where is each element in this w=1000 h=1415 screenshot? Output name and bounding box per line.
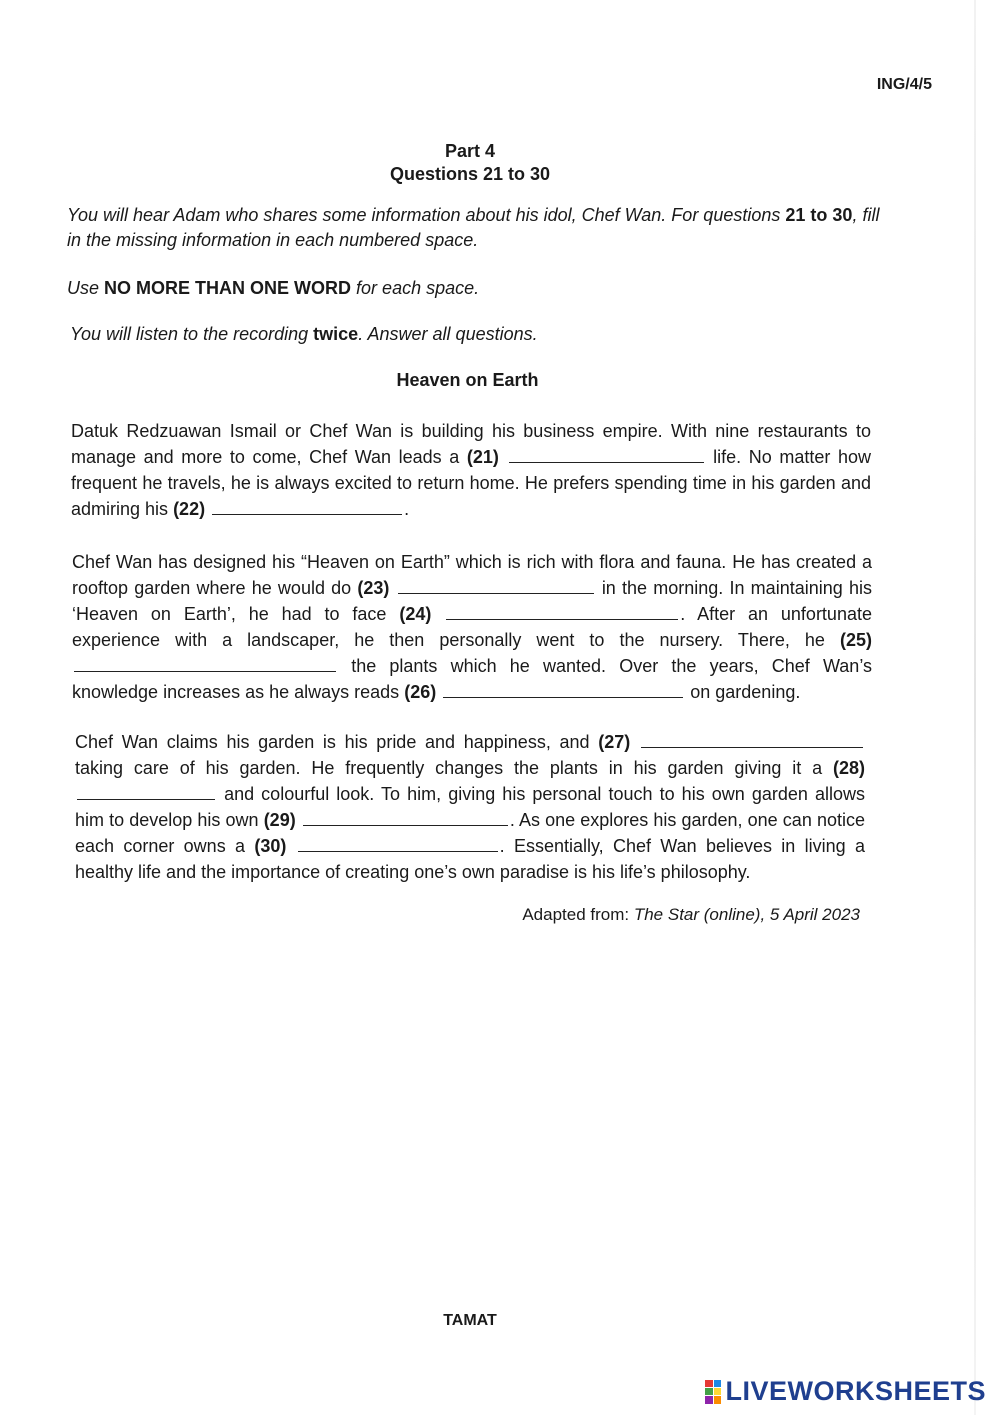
question-number-28: (28): [832, 758, 865, 778]
passage-text: . After an unfortunate experience with a landscaper, he then personally went to the nursery. There, he: [72, 604, 872, 650]
question-number-26: (26): [404, 682, 437, 702]
passage-text: the plants which he wanted. Over the years, Chef Wan’s knowledge increases as he always reads: [72, 656, 872, 702]
question-number-25: (25): [839, 630, 872, 650]
question-number-29: (29): [263, 810, 296, 830]
passage-text: Datuk Redzuawan Ismail or Chef Wan is building his business empire. With nine restaurants to manage and more to come, Chef Wan leads a: [71, 421, 871, 467]
instruction-text: You will listen to the recording: [70, 324, 309, 344]
answer-blank-25[interactable]: [74, 653, 336, 672]
answer-blank-22[interactable]: [212, 496, 402, 515]
question-number-23: (23): [357, 578, 390, 598]
questions-range: Questions 21 to 30: [389, 164, 551, 184]
passage-text: . As one explores his garden, one can notice each corner owns a: [75, 810, 865, 856]
instruction-bold: 21 to 30: [785, 205, 853, 225]
instruction-listen: [70, 322, 890, 347]
passage-text: and colourful look. To him, giving his personal touch to his own garden allows him to develop his own: [75, 784, 865, 830]
question-number-24: (24): [399, 604, 432, 624]
passage-text: .: [404, 499, 410, 519]
answer-blank-21[interactable]: [509, 444, 704, 463]
instruction-text: You will hear Adam who shares some information about his idol, Chef Wan. For questions: [67, 205, 781, 225]
instruction-text: Use: [67, 278, 100, 298]
passage-text: Chef Wan claims his garden is his pride and happiness, and: [75, 732, 590, 752]
end-marker: TAMAT: [443, 1312, 497, 1329]
scan-edge-shadow: [974, 0, 976, 1415]
instruction-intro: [67, 203, 887, 253]
instruction-text: , fill in the missing information in each numbered space.: [67, 205, 880, 250]
liveworksheets-wordmark: LIVEWORKSHEETS: [725, 1376, 986, 1406]
answer-blank-29[interactable]: [303, 807, 508, 826]
answer-blank-23[interactable]: [398, 575, 594, 594]
passage-text: life. No matter how frequent he travels, he is always excited to return home. He prefers spending time in his garden and admiring his: [71, 447, 871, 519]
paragraph-3: [75, 729, 865, 885]
page-code: ING/4/5: [876, 76, 932, 93]
passage-text: taking care of his garden. He frequently changes the plants in his garden giving it a: [75, 758, 823, 778]
instruction-word-limit: [67, 276, 887, 301]
passage-text: Chef Wan has designed his “Heaven on Earth” which is rich with flora and fauna. He has created a rooftop garden where he would do: [72, 552, 872, 598]
instruction-text: for each space.: [356, 278, 480, 298]
answer-blank-30[interactable]: [298, 833, 498, 852]
answer-blank-26[interactable]: [443, 679, 683, 698]
answer-blank-24[interactable]: [446, 601, 678, 620]
source-prefix: Adapted from:: [522, 905, 630, 924]
question-number-22: (22): [173, 499, 206, 519]
instruction-bold: NO MORE THAN ONE WORD: [104, 278, 352, 298]
source-name: The Star (online), 5 April 2023: [633, 905, 860, 924]
answer-blank-28[interactable]: [77, 781, 215, 800]
liveworksheets-logo[interactable]: [705, 1376, 986, 1407]
instruction-bold: twice: [313, 324, 359, 344]
part-heading: [0, 140, 940, 186]
question-number-21: (21): [466, 447, 499, 467]
passage-text: . Essentially, Chef Wan believes in living a healthy life and the importance of creating one’s own paradise is his life’s philosophy.: [75, 836, 865, 882]
instruction-text: . Answer all questions.: [358, 324, 538, 344]
answer-blank-27[interactable]: [641, 729, 863, 748]
question-number-27: (27): [598, 732, 631, 752]
liveworksheets-grid-icon: [705, 1380, 721, 1404]
question-number-30: (30): [254, 836, 287, 856]
passage-text: on gardening.: [690, 682, 801, 702]
passage-text: in the morning. In maintaining his ‘Heaven on Earth’, he had to face: [72, 578, 872, 624]
source-citation: [522, 905, 860, 925]
passage-title: Heaven on Earth: [396, 370, 539, 390]
paragraph-2: [72, 549, 872, 705]
paragraph-1: [71, 418, 871, 522]
part-title: Part 4: [444, 141, 496, 161]
